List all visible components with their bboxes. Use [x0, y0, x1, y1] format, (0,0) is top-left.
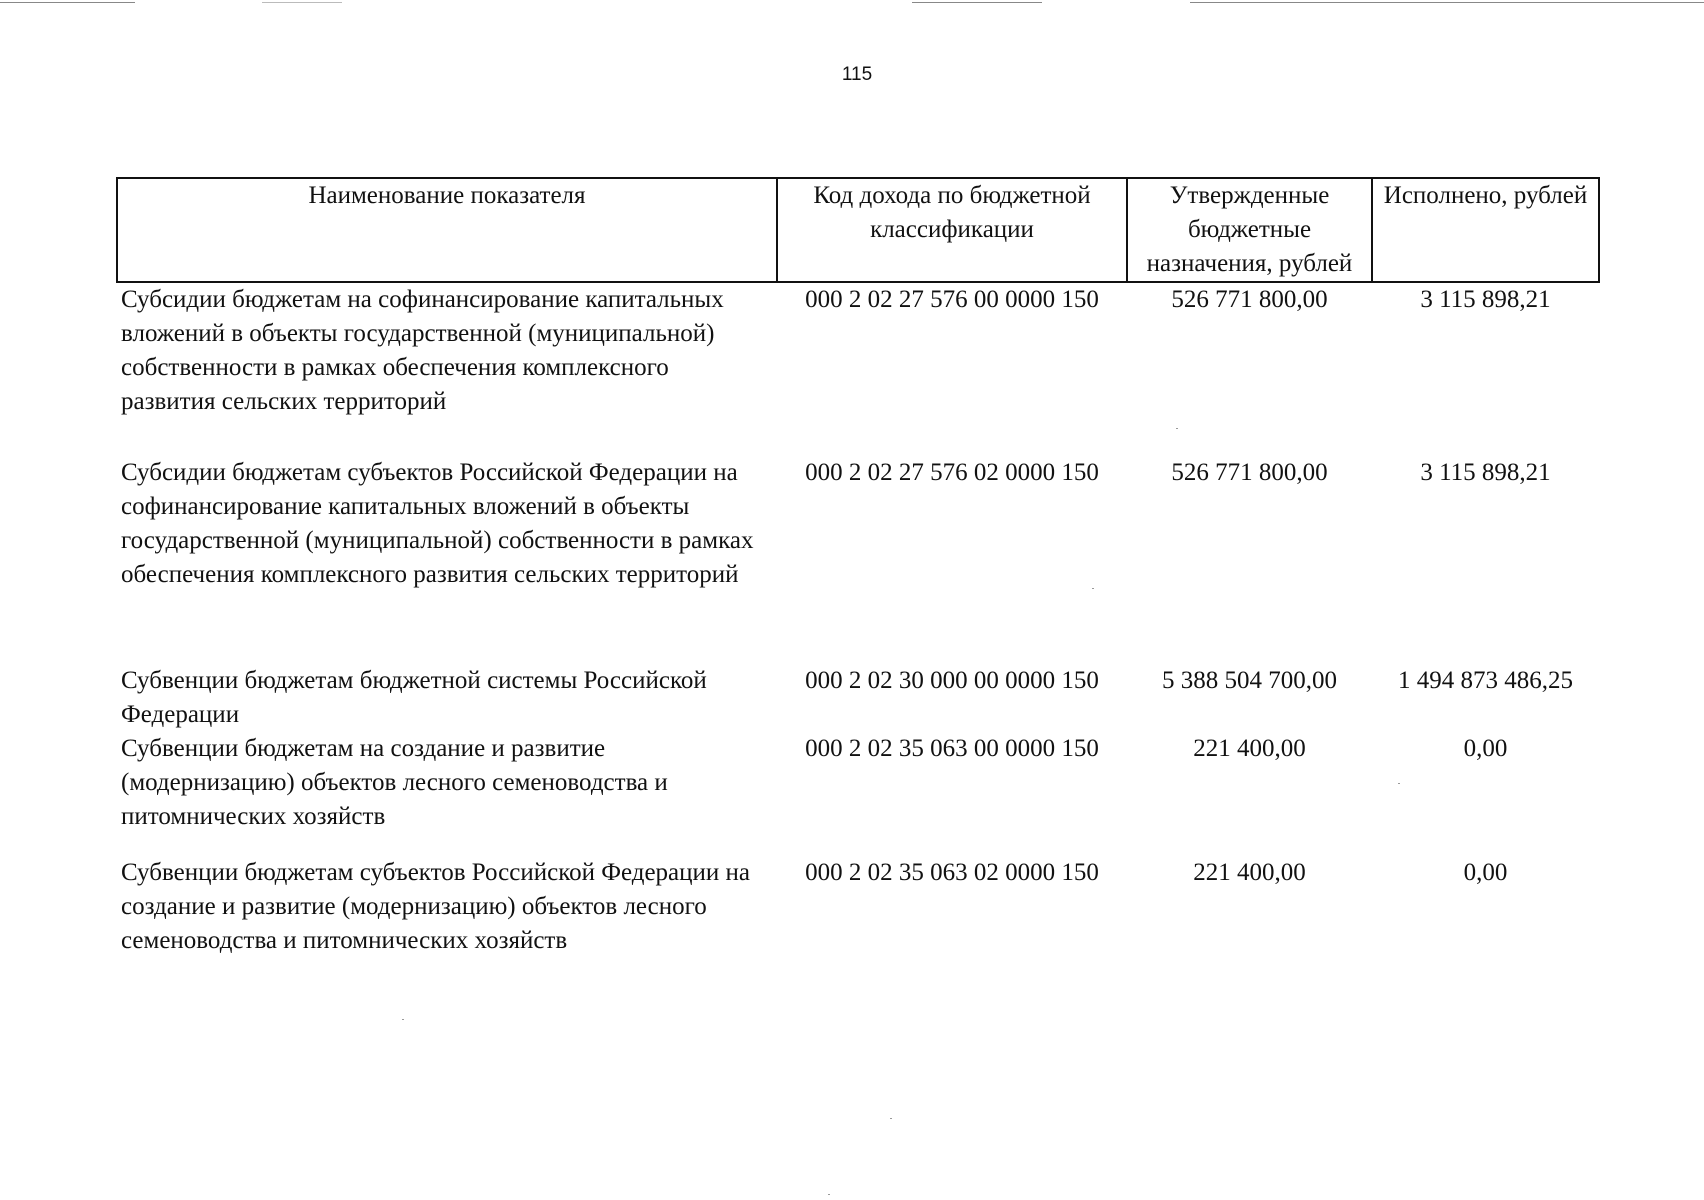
indicator-name: Субсидии бюджетам на софинансирование капитальных вложений в объекты государственной (муниципальной) собственности в рамках обеспечения комплексного развития сельских территорий	[121, 286, 724, 415]
scan-artifact-line	[1190, 2, 1704, 3]
income-code: 000 2 02 27 576 02 0000 150	[805, 459, 1099, 486]
header-indicator-name: Наименование показателя	[117, 178, 777, 282]
approved-amount: 221 400,00	[1193, 735, 1306, 762]
executed-amount: 3 115 898,21	[1420, 286, 1551, 313]
income-code: 000 2 02 30 000 00 0000 150	[805, 667, 1099, 694]
scan-artifact-line	[912, 2, 1042, 3]
executed-amount: 3 115 898,21	[1420, 459, 1551, 486]
scan-artifact-dot	[890, 1118, 892, 1119]
indicator-name: Субвенции бюджетам на создание и развитие (модернизацию) объектов лесного семеноводства и питомнических хозяйств	[121, 735, 668, 830]
scan-artifact-dot	[402, 1019, 404, 1020]
income-code: 000 2 02 35 063 02 0000 150	[805, 859, 1099, 886]
table-row	[117, 456, 1599, 664]
indicator-name: Субсидии бюджетам субъектов Российской Федерации на софинансирование капитальных вложений в объекты государственной (муниципальной) собственности в рамках обеспечения комплексного развития сельских территорий	[121, 459, 754, 588]
indicator-name: Субвенции бюджетам бюджетной системы Российской Федерации	[121, 667, 707, 728]
table-row	[117, 856, 1599, 992]
table-row	[117, 732, 1599, 856]
scan-artifact-line	[0, 2, 135, 3]
table-row	[117, 282, 1599, 456]
scan-artifact-dot	[828, 1194, 830, 1195]
indicator-name: Субвенции бюджетам субъектов Российской Федерации на создание и развитие (модернизацию) объектов лесного семеноводства и питомнических хозяйств	[121, 859, 751, 954]
executed-amount: 1 494 873 486,25	[1398, 667, 1573, 694]
scan-artifact-line	[262, 2, 342, 3]
income-code: 000 2 02 35 063 00 0000 150	[805, 735, 1099, 762]
table-header-row	[117, 178, 1599, 282]
approved-amount: 526 771 800,00	[1171, 286, 1328, 313]
approved-amount: 5 388 504 700,00	[1162, 667, 1337, 694]
approved-amount: 221 400,00	[1193, 859, 1306, 886]
executed-amount: 0,00	[1463, 735, 1508, 762]
page-number: 115	[841, 64, 873, 85]
income-code: 000 2 02 27 576 00 0000 150	[805, 286, 1099, 313]
header-executed-amount: Исполнено, рублей	[1372, 178, 1599, 282]
budget-report-table	[116, 177, 1600, 992]
executed-amount: 0,00	[1463, 859, 1508, 886]
header-approved-amount: Утвержденные бюджетные назначения, рублей	[1127, 178, 1372, 282]
approved-amount: 526 771 800,00	[1171, 459, 1328, 486]
table-row	[117, 664, 1599, 732]
header-income-code: Код дохода по бюджетной классификации	[777, 178, 1127, 282]
